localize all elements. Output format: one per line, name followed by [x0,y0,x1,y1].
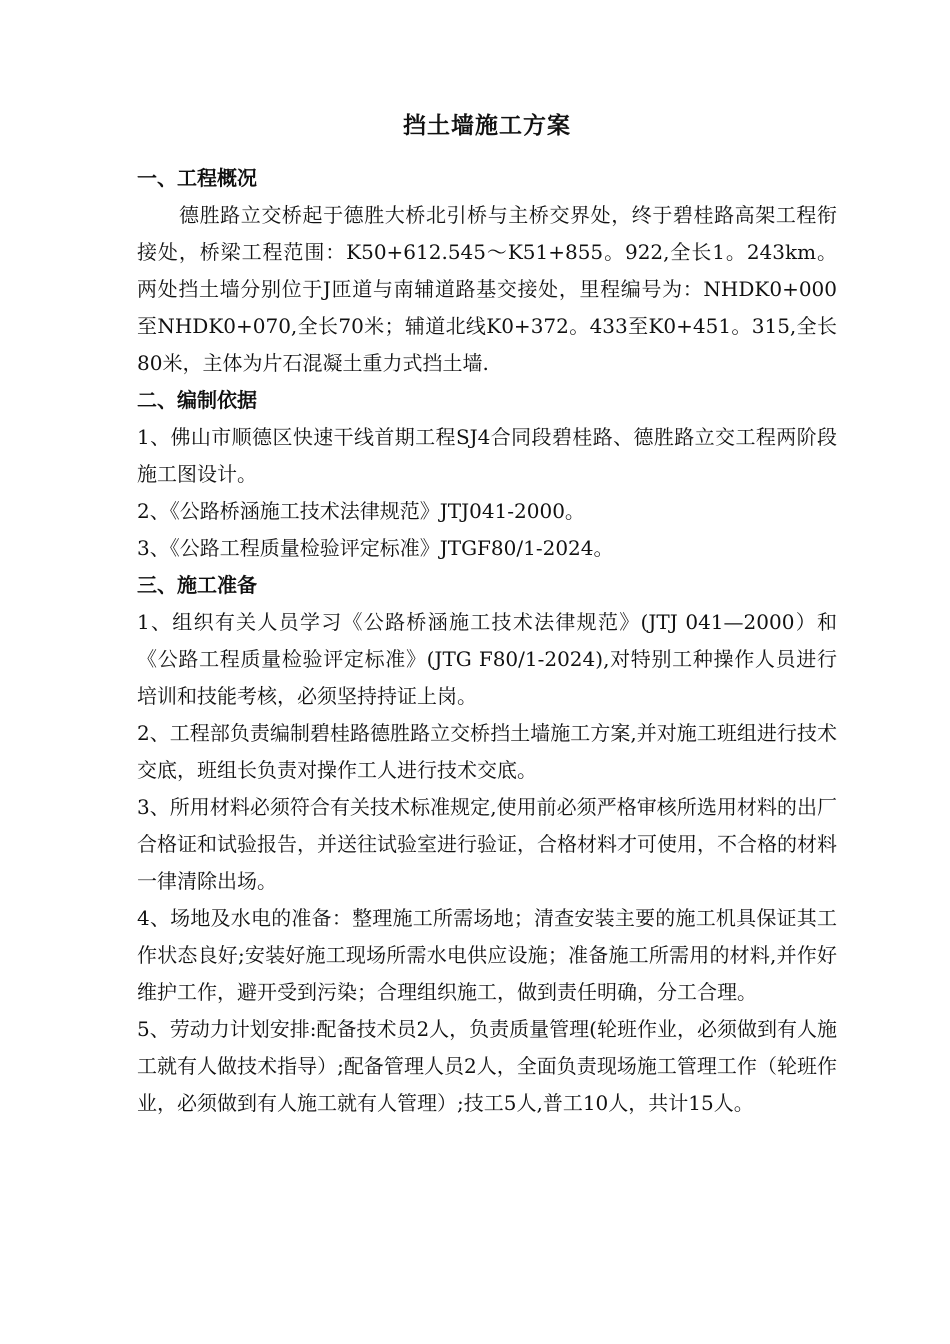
section-heading-overview: 一、工程概况 [137,166,257,190]
section-heading-basis: 二、编制依据 [137,388,257,412]
document-page [137,108,837,1122]
overview-paragraph: 德胜路立交桥起于德胜大桥北引桥与主桥交界处，终于碧桂路高架工程衔接处，桥梁工程范围：K50+612.545～K51+855。922,全长1。243km。两处挡土墙分别位于J匝道与南辅道路基交接处，里程编号为：NHDK0+000至NHDK0+070,全长70米；辅道北线K0+372。433至K0+451。315,全长80米，主体为片石混凝土重力式挡土墙. [137,203,837,375]
preparation-item-2: 2、工程部负责编制碧桂路德胜路立交桥挡土墙施工方案,并对施工班组进行技术交底，班组长负责对操作工人进行技术交底。 [137,721,837,782]
preparation-item-5: 5、劳动力计划安排:配备技术员2人，负责质量管理(轮班作业，必须做到有人施工就有人做技术指导）;配备管理人员2人，全面负责现场施工管理工作（轮班作业，必须做到有人施工就有人管理）;技工5人,普工10人，共计15人。 [137,1017,837,1115]
preparation-item-3: 3、所用材料必须符合有关技术标准规定,使用前必须严格审核所选用材料的出厂合格证和试验报告，并送往试验室进行验证，合格材料才可使用，不合格的材料一律清除出场。 [137,795,837,893]
basis-item-2: 2、《公路桥涵施工技术法律规范》JTJ041-2000。 [137,499,585,523]
basis-item-3: 3、《公路工程质量检验评定标准》JTGF80/1-2024。 [137,536,614,560]
section-heading-preparation: 三、施工准备 [137,573,257,597]
preparation-item-4: 4、场地及水电的准备：整理施工所需场地；清查安装主要的施工机具保证其工作状态良好;安装好施工现场所需水电供应设施；准备施工所需用的材料,并作好维护工作，避开受到污染；合理组织施工，做到责任明确，分工合理。 [137,906,837,1004]
preparation-item-1: 1、组织有关人员学习《公路桥涵施工技术法律规范》(JTJ 041—2000）和《公路工程质量检验评定标准》(JTG F80/1-2024),对特别工种操作人员进行培训和技能考核，必须坚持持证上岗。 [137,610,837,708]
document-title: 挡土墙施工方案 [403,112,571,139]
basis-item-1: 1、佛山市顺德区快速干线首期工程SJ4合同段碧桂路、德胜路立交工程两阶段施工图设计。 [137,425,837,486]
